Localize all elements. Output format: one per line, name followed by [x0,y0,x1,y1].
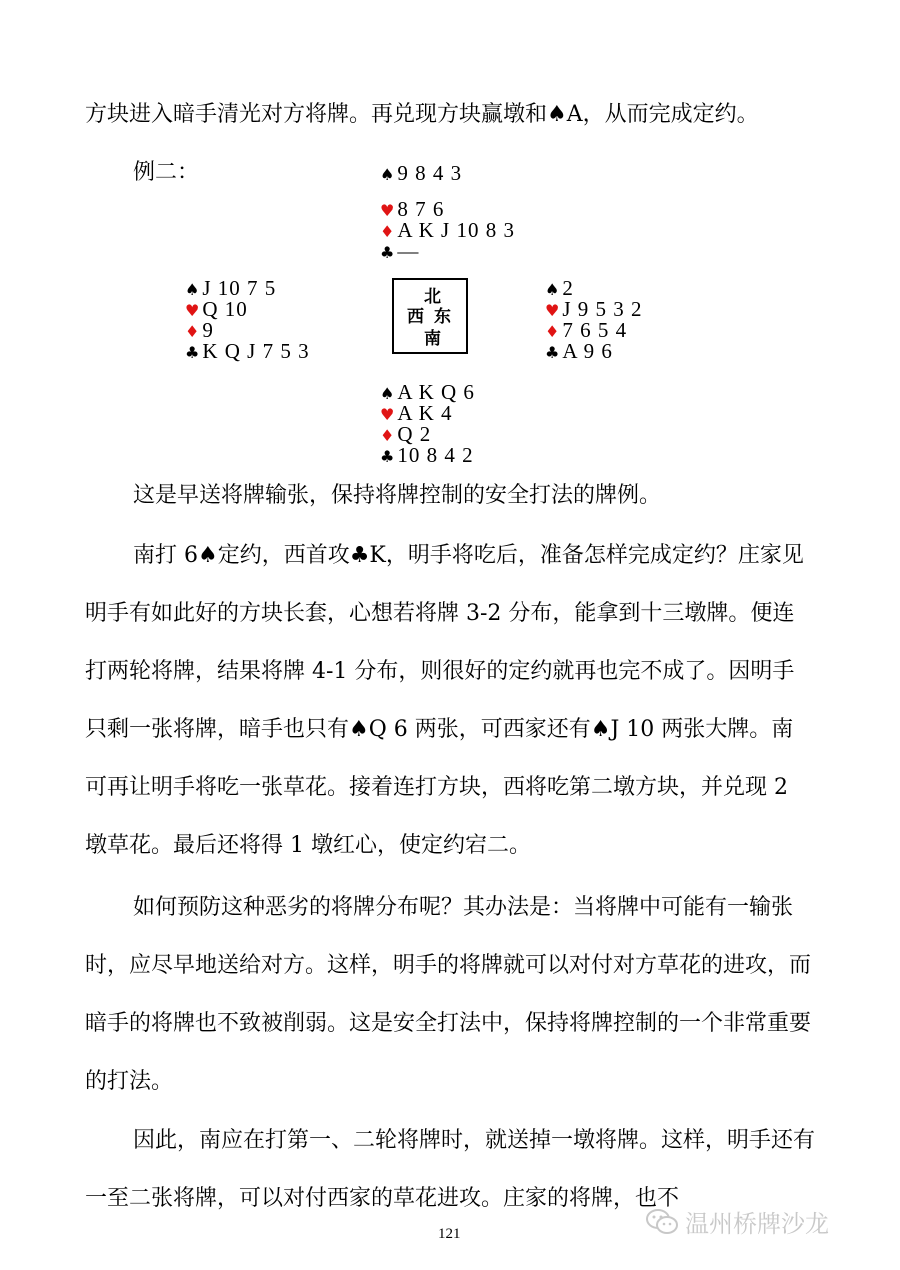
compass-diagram [392,278,468,354]
paragraph-5: 因此，南应在打第一、二轮将牌时，就送掉一墩将牌。这样，明手还有一至二张将牌，可以对付西家的草花进攻。庄家的将牌，也不 [85,1128,816,1211]
north-diamonds [380,220,515,241]
club-icon: ♣ [185,343,201,362]
diamond-icon: ♦ [185,322,201,341]
spade-icon: ♠ [185,280,201,299]
spade-icon: ♠ [545,280,561,299]
heart-icon: ♥ [380,405,396,424]
north-clubs [380,241,515,262]
club-icon: ♣ [380,243,396,262]
heart-icon: ♥ [380,201,396,220]
north-clubs-cards: — [397,239,420,263]
west-diamonds [185,320,310,341]
watermark [645,1204,829,1239]
compass-north: 北 [424,287,441,307]
west-hand [185,278,310,362]
west-clubs [185,341,310,362]
north-hearts [380,199,515,220]
south-clubs-cards: 10 8 4 2 [397,443,474,467]
east-spades [545,278,643,299]
club-icon: ♣ [380,447,396,466]
south-diamonds [380,424,475,445]
west-hearts-cards: Q 10 [202,297,248,321]
north-diamonds-cards: A K J 10 8 3 [397,218,515,242]
east-hearts [545,299,643,320]
south-hand [380,382,475,466]
compass-west: 西 [407,307,424,327]
paragraph-2: 这是早送将牌输张，保持将牌控制的安全打法的牌例。 [133,483,662,508]
page-number: 121 [438,1226,461,1242]
north-hearts-cards: 8 7 6 [397,197,445,221]
diamond-icon: ♦ [380,426,396,445]
paragraph-4: 如何预防这种恶劣的将牌分布呢？其办法是：当将牌中可能有一输张时，应尽早地送给对方。这样，明手的将牌就可以对付对方草花的进攻，而暗手的将牌也不致被削弱。这是安全打法中，保持将牌控制的一个非常重要的打法。 [85,895,812,1094]
north-hand [380,163,515,262]
spade-icon: ♠ [380,165,396,184]
west-spades-cards: J 10 7 5 [202,276,277,300]
south-spades-cards: A K Q 6 [397,380,475,404]
club-icon: ♣ [545,343,561,362]
diamond-icon: ♦ [545,322,561,341]
south-spades [380,382,475,403]
compass-south: 南 [424,329,441,349]
wechat-icon [645,1208,679,1236]
compass-east: 东 [434,307,451,327]
south-hearts [380,403,475,424]
watermark-text: 温州桥牌沙龙 [685,1210,829,1238]
east-clubs [545,341,643,362]
east-hearts-cards: J 9 5 3 2 [562,297,643,321]
spade-icon: ♠ [380,384,396,403]
example-label: 例二： [133,160,200,185]
east-diamonds [545,320,643,341]
west-hearts [185,299,310,320]
north-spades-cards: 9 8 4 3 [397,161,463,185]
west-diamonds-cards: 9 [202,318,214,342]
south-hearts-cards: A K 4 [397,401,453,425]
heart-icon: ♥ [185,301,201,320]
east-spades-cards: 2 [562,276,574,300]
paragraph-3: 南打 6♠定约，西首攻♣K，明手将吃后，准备怎样完成定约？庄家见明手有如此好的方块长套，心想若将牌 3-2 分布，能拿到十三墩牌。便连打两轮将牌，结果将牌 4-1 分布，则很好的定约就再也完不成了。因明手只剩一张将牌，暗手也只有♠Q 6 两张，可西家还有♠J 10 两张大牌。南可再让明手将吃一张草花。接着连打方块，西将吃第二墩方块，并兑现 2 墩草花。最后还将得 1 墩红心，使定约宕二。 [85,543,804,858]
south-diamonds-cards: Q 2 [397,422,432,446]
diamond-icon: ♦ [380,222,396,241]
paragraph-1: 方块进入暗手清光对方将牌。再兑现方块赢墩和♠A，从而完成定约。 [85,102,759,127]
south-clubs [380,445,475,466]
east-hand [545,278,643,362]
heart-icon: ♥ [545,301,561,320]
east-clubs-cards: A 9 6 [562,339,613,363]
west-spades [185,278,310,299]
north-spades [380,163,515,184]
east-diamonds-cards: 7 6 5 4 [562,318,628,342]
west-clubs-cards: K Q J 7 5 3 [202,339,310,363]
